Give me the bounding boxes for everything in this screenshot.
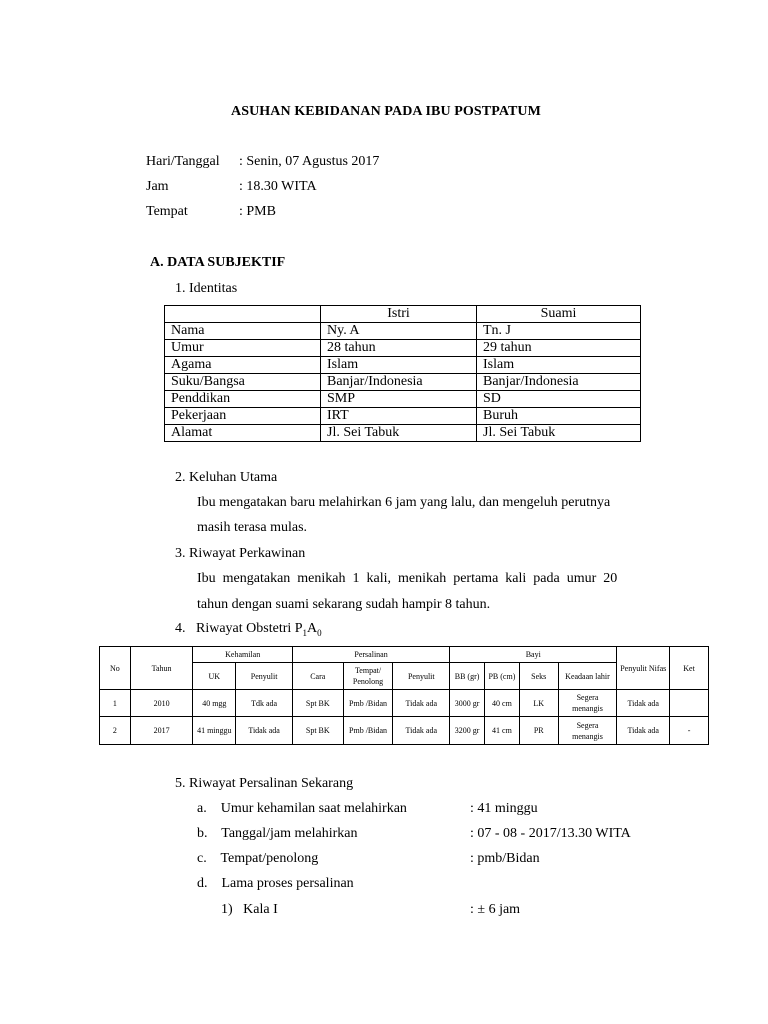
table-cell: Suku/Bangsa (165, 374, 321, 391)
col-header-ket: Ket (670, 647, 709, 690)
table-row (165, 340, 641, 357)
table-cell: SMP (321, 391, 477, 408)
table-cell: Umur (165, 340, 321, 357)
info-label-place: Tempat (146, 204, 188, 219)
col-header-persalinan: Persalinan (292, 647, 449, 663)
table-cell: Segera menangis (558, 717, 617, 745)
col-header-keadaan: Keadaan lahir (558, 663, 617, 690)
col-header-tempat: Tempat/ Penolong (343, 663, 393, 690)
info-label-time: Jam (146, 179, 169, 194)
info-value-time: : 18.30 WITA (239, 179, 317, 194)
table-cell: Tidak ada (617, 690, 670, 717)
table-row (165, 306, 641, 323)
col-header-pb: PB (cm) (485, 663, 520, 690)
table-cell: Segera menangis (558, 690, 617, 717)
table-cell: SD (477, 391, 641, 408)
document-title: ASUHAN KEBIDANAN PADA IBU POSTPATUM (231, 104, 541, 119)
persalinan-item-label-d: d. Lama proses persalinan (197, 876, 354, 891)
table-cell: Tidak ada (617, 717, 670, 745)
obstetri-heading-text: 4. Riwayat Obstetri P (175, 621, 303, 636)
table-cell: Pmb /Bidan (343, 717, 393, 745)
table-cell: Banjar/Indonesia (477, 374, 641, 391)
table-cell: Pekerjaan (165, 408, 321, 425)
table-header-istri: Istri (321, 306, 477, 323)
table-cell: Pmb /Bidan (343, 690, 393, 717)
identitas-heading: 1. Identitas (175, 281, 238, 296)
perkawinan-line-1: Ibu mengatakan menikah 1 kali, menikah pertama kali pada umur 20 (197, 571, 618, 586)
table-cell: 3000 gr (450, 690, 485, 717)
col-header-uk: UK (193, 663, 236, 690)
keluhan-line-1: Ibu mengatakan baru melahirkan 6 jam yang lalu, dan mengeluh perutnya (197, 495, 611, 510)
col-header-no: No (100, 647, 131, 690)
table-cell: 2017 (130, 717, 193, 745)
table-row (100, 717, 709, 745)
table-cell: Buruh (477, 408, 641, 425)
table-cell: 41 cm (485, 717, 520, 745)
table-cell (670, 690, 709, 717)
info-value-day: : Senin, 07 Agustus 2017 (239, 154, 380, 169)
table-cell: Tidak ada (393, 690, 450, 717)
obstetri-table (99, 646, 709, 745)
col-header-seks: Seks (519, 663, 558, 690)
table-cell: Spt BK (292, 690, 343, 717)
table-header-suami: Suami (477, 306, 641, 323)
table-cell: PR (519, 717, 558, 745)
col-header-penyulit-nifas: Penyulit Nifas (617, 647, 670, 690)
table-row (165, 408, 641, 425)
obstetri-heading-mid: A (307, 621, 318, 636)
table-row (165, 374, 641, 391)
kala-label: 1) Kala I (221, 902, 278, 917)
table-cell: Banjar/Indonesia (321, 374, 477, 391)
persalinan-item-value-a: : 41 minggu (470, 801, 538, 816)
col-header-penyulit-2: Penyulit (393, 663, 450, 690)
table-cell: Agama (165, 357, 321, 374)
table-cell (165, 306, 321, 323)
table-row (165, 391, 641, 408)
table-row (165, 323, 641, 340)
perkawinan-line-2: tahun dengan suami sekarang sudah hampir 8 tahun. (197, 597, 491, 612)
persalinan-item-value-c: : pmb/Bidan (470, 851, 540, 866)
table-row (165, 425, 641, 442)
col-header-tahun: Tahun (130, 647, 193, 690)
table-cell: Alamat (165, 425, 321, 442)
table-cell: Tidak ada (236, 717, 293, 745)
table-cell: 28 tahun (321, 340, 477, 357)
table-cell: Tidak ada (393, 717, 450, 745)
table-cell: Tdk ada (236, 690, 293, 717)
col-header-bayi: Bayi (450, 647, 617, 663)
table-cell: 2 (100, 717, 131, 745)
table-cell: Jl. Sei Tabuk (477, 425, 641, 442)
obstetri-heading (175, 621, 322, 638)
table-cell: 40 cm (485, 690, 520, 717)
persalinan-item-value-b: : 07 - 08 - 2017/13.30 WITA (470, 826, 631, 841)
col-header-penyulit: Penyulit (236, 663, 293, 690)
table-cell: LK (519, 690, 558, 717)
col-header-kehamilan: Kehamilan (193, 647, 293, 663)
section-heading: A. DATA SUBJEKTIF (150, 255, 286, 270)
table-cell: Tn. J (477, 323, 641, 340)
table-cell: 3200 gr (450, 717, 485, 745)
info-value-place: : PMB (239, 204, 276, 219)
col-header-cara: Cara (292, 663, 343, 690)
persalinan-heading: 5. Riwayat Persalinan Sekarang (175, 776, 354, 791)
perkawinan-heading: 3. Riwayat Perkawinan (175, 546, 306, 561)
persalinan-item-label-b: b. Tanggal/jam melahirkan (197, 826, 358, 841)
table-cell: IRT (321, 408, 477, 425)
table-cell: 2010 (130, 690, 193, 717)
table-cell: Jl. Sei Tabuk (321, 425, 477, 442)
obstetri-sub-2: 0 (317, 627, 322, 638)
table-cell: 41 minggu (193, 717, 236, 745)
table-row (165, 357, 641, 374)
kala-value: : ± 6 jam (470, 902, 521, 917)
table-cell: - (670, 717, 709, 745)
info-label-day: Hari/Tanggal (146, 154, 220, 169)
keluhan-heading: 2. Keluhan Utama (175, 470, 278, 485)
persalinan-item-label-c: c. Tempat/penolong (197, 851, 319, 866)
identitas-table (164, 305, 641, 442)
table-row (100, 690, 709, 717)
table-cell: Ny. A (321, 323, 477, 340)
persalinan-item-label-a: a. Umur kehamilan saat melahirkan (197, 801, 407, 816)
table-cell: 29 tahun (477, 340, 641, 357)
obstetri-sub-1: 1 (302, 627, 308, 638)
keluhan-line-2: masih terasa mulas. (197, 520, 308, 535)
table-cell: 1 (100, 690, 131, 717)
col-header-bb: BB (gr) (450, 663, 485, 690)
table-cell: 40 mgg (193, 690, 236, 717)
table-cell: Islam (477, 357, 641, 374)
table-cell: Spt BK (292, 717, 343, 745)
table-row (100, 647, 709, 663)
table-cell: Nama (165, 323, 321, 340)
table-cell: Islam (321, 357, 477, 374)
table-cell: Penddikan (165, 391, 321, 408)
